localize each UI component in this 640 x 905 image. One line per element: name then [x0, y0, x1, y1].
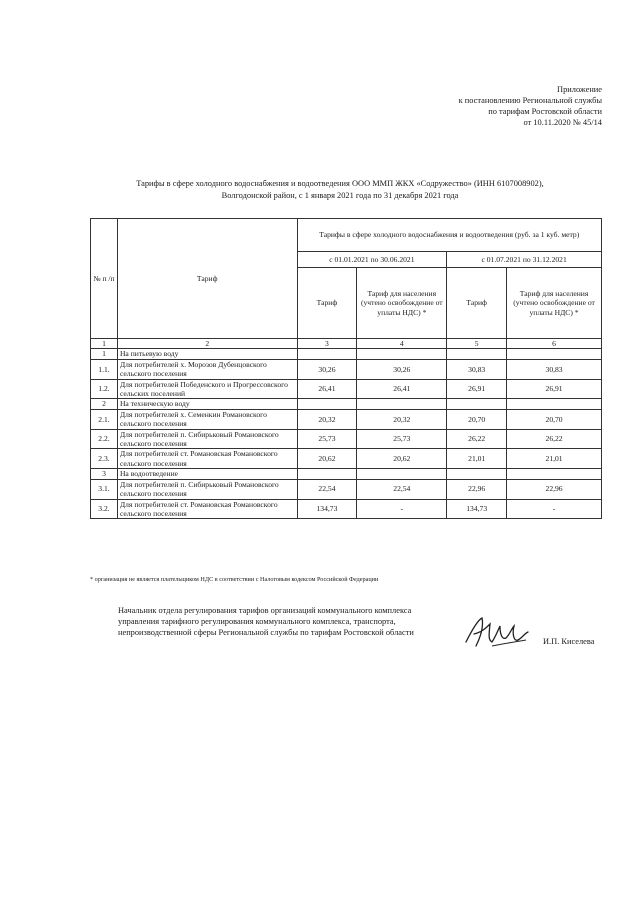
signer-name: И.П. Киселева [543, 637, 595, 646]
empty-cell [507, 349, 602, 359]
tariff-value: 134,73 [297, 499, 357, 519]
col-number: 2 [117, 339, 297, 349]
table-head [91, 219, 602, 349]
row-num: 2.3. [91, 449, 118, 469]
section-row [91, 349, 602, 359]
tariff-value: 26,41 [357, 379, 447, 399]
appendix-line: от 10.11.2020 № 45/14 [523, 118, 602, 127]
tariff-value: - [507, 499, 602, 519]
empty-cell [447, 399, 507, 409]
empty-cell [507, 399, 602, 409]
document-title [90, 178, 590, 201]
tariff-value: 26,22 [447, 429, 507, 449]
tariff-value: 26,22 [507, 429, 602, 449]
tariff-value: - [357, 499, 447, 519]
section-name: На техническую воду [117, 399, 297, 409]
row-name: Для потребителей Победенского и Прогрессовского сельских поселений [117, 379, 297, 399]
col-number: 5 [447, 339, 507, 349]
row-num: 2.2. [91, 429, 118, 449]
title-line: Тарифы в сфере холодного водоснабжения и водоотведения ООО ММП ЖКХ «Содружество» (ИНН 6107008902), [136, 179, 544, 188]
table-row [91, 479, 602, 499]
tariff-value: 21,01 [447, 449, 507, 469]
tariff-value: 20,62 [357, 449, 447, 469]
col-number: 4 [357, 339, 447, 349]
handwritten-signature [462, 612, 532, 654]
tariff-value: 30,83 [507, 359, 602, 379]
tariff-value: 22,96 [507, 479, 602, 499]
row-name: Для потребителей п. Сибирьковый Романовского сельского поселения [117, 479, 297, 499]
tariff-value: 30,26 [297, 359, 357, 379]
section-row [91, 469, 602, 479]
tariff-value: 20,70 [507, 409, 602, 429]
row-name: Для потребителей х. Семенкин Романовского сельского поселения [117, 409, 297, 429]
row-name: Для потребителей ст. Романовская Романовского сельского поселения [117, 449, 297, 469]
table-row [91, 379, 602, 399]
empty-cell [447, 349, 507, 359]
row-num: 3.2. [91, 499, 118, 519]
table-row [91, 409, 602, 429]
tariff-value: 21,01 [507, 449, 602, 469]
head-pop-col: Тариф для населения (учтено освобождение от уплаты НДС) * [507, 268, 602, 339]
col-number: 3 [297, 339, 357, 349]
row-num: 2.1. [91, 409, 118, 429]
position-line: непроизводственной сферы Региональной службы по тарифам Ростовской области [118, 628, 414, 637]
section-name: На питьевую воду [117, 349, 297, 359]
section-num: 2 [91, 399, 118, 409]
head-pop-col: Тариф для населения (учтено освобождение от уплаты НДС) * [357, 268, 447, 339]
signer-position [118, 605, 414, 638]
head-period-1: с 01.01.2021 по 30.06.2021 [297, 252, 447, 268]
empty-cell [507, 469, 602, 479]
row-name: Для потребителей п. Сибирьковый Романовского сельского поселения [117, 429, 297, 449]
section-num: 1 [91, 349, 118, 359]
position-line: управления тарифного регулирования коммунального комплекса, транспорта, [118, 617, 396, 626]
empty-cell [297, 469, 357, 479]
tariff-value: 25,73 [297, 429, 357, 449]
tariff-value: 22,54 [297, 479, 357, 499]
section-row [91, 399, 602, 409]
tariff-value: 22,54 [357, 479, 447, 499]
appendix-line: по тарифам Ростовской области [488, 107, 602, 116]
tariff-value: 20,70 [447, 409, 507, 429]
empty-cell [447, 469, 507, 479]
empty-cell [297, 349, 357, 359]
empty-cell [357, 349, 447, 359]
tariff-value: 30,83 [447, 359, 507, 379]
head-group: Тарифы в сфере холодного водоснабжения и водоотведения (руб. за 1 куб. метр) [297, 219, 601, 252]
tariff-table [90, 218, 602, 519]
appendix-line: Приложение [557, 85, 602, 94]
tariff-value: 25,73 [357, 429, 447, 449]
position-line: Начальник отдела регулирования тарифов организаций коммунального комплекса [118, 606, 412, 615]
row-name: Для потребителей ст. Романовская Романовского сельского поселения [117, 499, 297, 519]
col-number: 6 [507, 339, 602, 349]
row-name: Для потребителей х. Морозов Дубенцовского сельского поселения [117, 359, 297, 379]
table-row [91, 359, 602, 379]
title-line: Волгодонской район, с 1 января 2021 года по 31 декабря 2021 года [221, 190, 459, 200]
col-number: 1 [91, 339, 118, 349]
row-num: 1.2. [91, 379, 118, 399]
section-name: На водоотведение [117, 469, 297, 479]
table-body [91, 349, 602, 519]
table-row [91, 429, 602, 449]
table-row [91, 499, 602, 519]
row-num: 3.1. [91, 479, 118, 499]
tariff-value: 20,32 [357, 409, 447, 429]
tariff-value: 20,32 [297, 409, 357, 429]
empty-cell [357, 399, 447, 409]
empty-cell [297, 399, 357, 409]
tariff-value: 20,62 [297, 449, 357, 469]
empty-cell [357, 469, 447, 479]
row-num: 1.1. [91, 359, 118, 379]
appendix-line: к постановлению Региональной службы [458, 96, 602, 105]
section-num: 3 [91, 469, 118, 479]
head-tariff-col: Тариф [447, 268, 507, 339]
tariff-value: 22,96 [447, 479, 507, 499]
tariff-value: 26,91 [447, 379, 507, 399]
tariff-value: 26,91 [507, 379, 602, 399]
head-period-2: с 01.07.2021 по 31.12.2021 [447, 252, 602, 268]
appendix-header [459, 84, 602, 128]
head-num: № п /п [91, 219, 118, 339]
tariff-value: 30,26 [357, 359, 447, 379]
table-row [91, 449, 602, 469]
head-tariff: Тариф [117, 219, 297, 339]
tariff-value: 26,41 [297, 379, 357, 399]
footnote: * организация не является плательщиком НДС в соответствии с Налоговым кодексом Российской Федерации [90, 576, 379, 583]
head-tariff-col: Тариф [297, 268, 357, 339]
tariff-value: 134,73 [447, 499, 507, 519]
